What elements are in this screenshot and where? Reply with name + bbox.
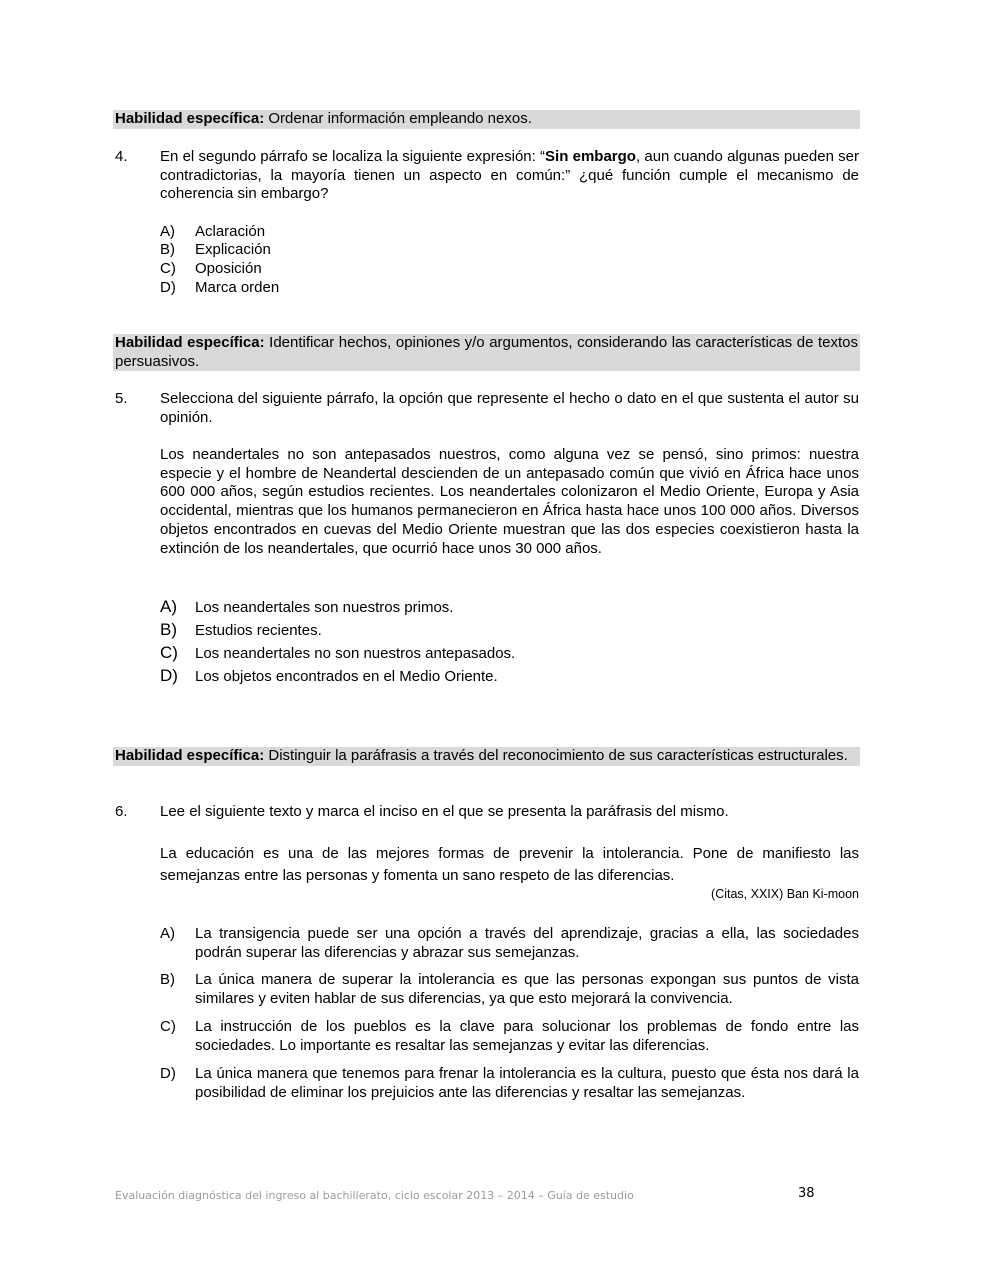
option-text[interactable]: La única manera de superar la intolerancia es que las personas expongan sus puntos de vista similares y eviten hablar de sus diferencias, ya que esto mejorará la convivencia. xyxy=(195,971,859,1007)
skill-banner xyxy=(113,747,860,766)
skill-banner xyxy=(113,334,860,371)
option-letter[interactable]: D) xyxy=(160,279,176,296)
option-text[interactable]: La instrucción de los pueblos es la clave para solucionar los problemas de fondo entre las sociedades. Lo importante es resaltar las semejanzas y evitar las diferencias. xyxy=(195,1018,859,1054)
option-letter[interactable]: D) xyxy=(160,1065,176,1082)
question-number: 4. xyxy=(115,148,128,165)
option-text[interactable]: Aclaración xyxy=(195,223,266,240)
skill-label: Habilidad específica: xyxy=(115,747,265,764)
option-letter[interactable]: C) xyxy=(160,260,176,277)
page-number: 38 xyxy=(798,1186,815,1201)
option-letter[interactable]: C) xyxy=(160,1018,176,1035)
option-letter[interactable]: B) xyxy=(160,620,177,639)
skill-label: Habilidad específica: xyxy=(115,334,265,351)
footer-text: Evaluación diagnóstica del ingreso al bachillerato, ciclo escolar 2013 – 2014 – Guía de estudio xyxy=(115,1189,634,1202)
skill-text: Distinguir la paráfrasis a través del reconocimiento de sus características estructurales. xyxy=(264,747,848,764)
skill-banner xyxy=(113,110,860,129)
skill-label: Habilidad específica: xyxy=(115,110,265,127)
citation: (Citas, XXIX) Ban Ki-moon xyxy=(711,887,859,901)
option-letter[interactable]: B) xyxy=(160,241,175,258)
option-text[interactable]: La transigencia puede ser una opción a través del aprendizaje, gracias a ella, las sociedades podrán superar las diferencias y abrazar sus semejanzas. xyxy=(195,925,859,961)
question-text-bold: Sin embargo xyxy=(545,148,636,165)
option-letter[interactable]: D) xyxy=(160,666,178,685)
option-letter[interactable]: A) xyxy=(160,925,175,942)
question-text xyxy=(160,148,859,204)
option-letter[interactable]: C) xyxy=(160,643,178,662)
option-text[interactable]: Los neandertales son nuestros primos. xyxy=(195,599,454,616)
question-number: 6. xyxy=(115,803,128,820)
option-text[interactable]: Explicación xyxy=(195,241,271,258)
option-text[interactable]: Los objetos encontrados en el Medio Oriente. xyxy=(195,668,498,685)
option-letter[interactable]: A) xyxy=(160,597,177,616)
option-text[interactable]: Los neandertales no son nuestros antepasados. xyxy=(195,645,516,662)
option-text[interactable]: Estudios recientes. xyxy=(195,622,322,639)
option-text[interactable]: Oposición xyxy=(195,260,262,277)
passage: Los neandertales no son antepasados nuestros, como alguna vez se pensó, sino primos: nuestra especie y el hombre de Neandertal descienden de un antepasado común que vivió en África hace unos 600 000 años, según estudios recientes. Los neandertales colonizaron el Medio Oriente, Europa y Asia occidental, mientras que los humanos permanecieron en África hasta hace unos 100 000 años. Diversos objetos encontrados en cuevas del Medio Oriente muestran que las dos especies coexistieron hasta la extinción de los neandertales, que ocurrió hace unos 30 000 años. xyxy=(160,446,859,557)
option-letter[interactable]: B) xyxy=(160,971,175,988)
skill-text: Ordenar información empleando nexos. xyxy=(264,110,532,127)
question-text-post: , aun cuando algunas pueden ser contradictorias, la mayoría tienen un aspecto en común:” ¿qué función cumple el mecanismo de coherencia sin embargo? xyxy=(160,148,859,203)
option-letter[interactable]: A) xyxy=(160,223,175,240)
option-text[interactable]: Marca orden xyxy=(195,279,280,296)
skill-text: Identificar hechos, opiniones y/o argumentos, considerando las características de textos persuasivos. xyxy=(115,334,858,370)
passage: La educación es una de las mejores formas de prevenir la intolerancia. Pone de manifiesto las semejanzas entre las personas y fomenta un sano respeto de las diferencias. xyxy=(160,845,859,884)
question-text: Lee el siguiente texto y marca el inciso en el que se presenta la paráfrasis del mismo. xyxy=(160,803,729,820)
question-text-pre: En el segundo párrafo se localiza la siguiente expresión: “ xyxy=(160,148,546,165)
question-number: 5. xyxy=(115,390,128,407)
option-text[interactable]: La única manera que tenemos para frenar la intolerancia es la cultura, puesto que ésta nos dará la posibilidad de eliminar los prejuicios ante las diferencias y resaltar las semejanzas. xyxy=(195,1065,859,1101)
question-text: Selecciona del siguiente párrafo, la opción que represente el hecho o dato en el que sustenta el autor su opinión. xyxy=(160,390,859,426)
